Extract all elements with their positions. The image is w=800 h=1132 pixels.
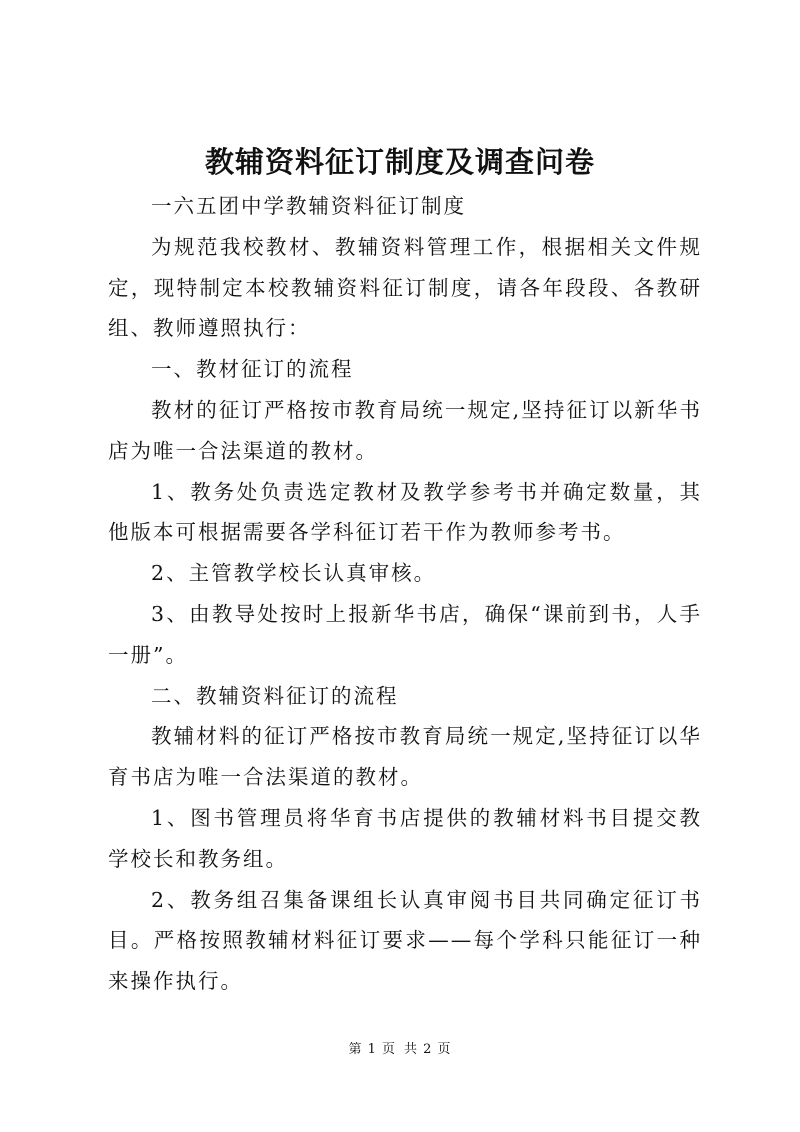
section-heading-textbook: 一、教材征订的流程 <box>151 357 354 382</box>
document-title: 教辅资料征订制度及调查问卷 <box>204 145 595 179</box>
textbook-rule-paragraph: 教材的征订严格按市教育局统一规定,坚持征订以新华书店为唯一合法渠道的教材。 <box>108 397 702 463</box>
document-body <box>108 186 702 1002</box>
textbook-step-2: 2、主管教学校长认真审核。 <box>151 561 437 586</box>
intro-paragraph: 为规范我校教材、教辅资料管理工作，根据相关文件规定，现特制定本校教辅资料征订制度，请各年段段、各教研组、教师遵照执行： <box>108 234 702 341</box>
supplementary-step-1: 1、图书管理员将华育书店提供的教辅材料书目提交教学校长和教务组。 <box>108 805 702 871</box>
supplementary-step-2: 2、教务组召集备课组长认真审阅书目共同确定征订书目。严格按照教辅材料征订要求——每个学科只能征订一种来操作执行。 <box>108 887 702 994</box>
supplementary-rule-paragraph: 教辅材料的征订严格按市教育局统一规定,坚持征订以华育书店为唯一合法渠道的教材。 <box>108 724 702 790</box>
page-total: 共 2 页 <box>404 1042 452 1057</box>
page-number: 第 1 页 <box>348 1042 396 1057</box>
section-heading-supplementary: 二、教辅资料征订的流程 <box>151 683 399 708</box>
subtitle-paragraph: 一六五团中学教辅资料征订制度 <box>151 194 467 218</box>
textbook-step-1: 1、教务处负责选定教材及教学参考书并确定数量，其他版本可根据需要各学科征订若干作为教师参考书。 <box>108 479 702 545</box>
textbook-step-3: 3、由教导处按时上报新华书店，确保“课前到书，人手一册”。 <box>108 601 702 667</box>
page-footer <box>0 1040 800 1060</box>
